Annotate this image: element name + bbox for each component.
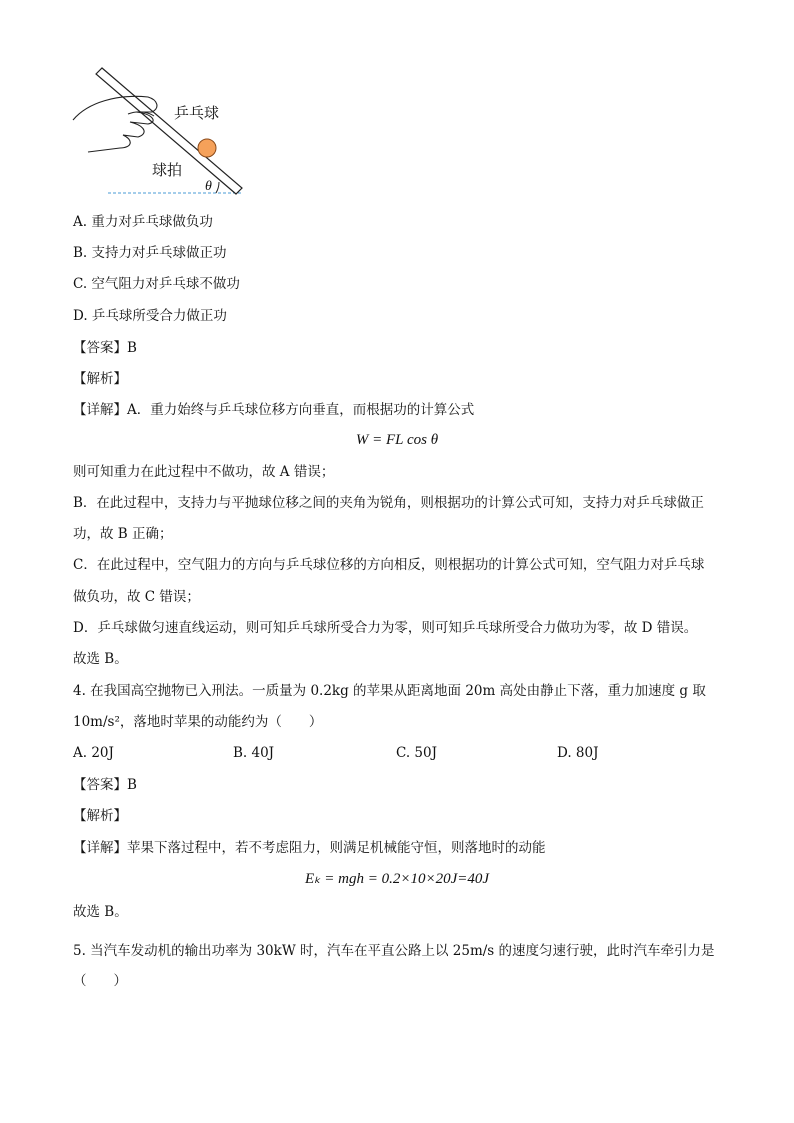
paddle-figure <box>68 62 258 202</box>
q3-option-b: B. 支持力对乒乓球做正功 <box>73 245 227 261</box>
q3-option-a: A. 重力对乒乓球做负功 <box>73 214 213 230</box>
q3-line-c2: 做负功，故 C 错误； <box>73 589 200 605</box>
q4-conclusion: 故选 B。 <box>73 904 128 920</box>
q4-option-a: A. 20J <box>73 745 114 761</box>
q5-stem-line1: 5. 当汽车发动机的输出功率为 30kW 时，汽车在平直公路上以 25m/s 的速度匀速行驶，此时汽车牵引力是 <box>73 943 715 959</box>
q3-formula: W = FL cos θ <box>355 432 439 448</box>
q4-stem-line2: 10m/s²，落地时苹果的动能约为（ ） <box>73 714 323 730</box>
q3-line-a2: 则可知重力在此过程中不做功，故 A 错误； <box>73 464 335 480</box>
angle-label: θ <box>205 179 212 194</box>
q4-answer: 【答案】B <box>73 777 137 793</box>
q4-option-d: D. 80J <box>557 745 599 761</box>
ball-label: 乒乓球 <box>174 104 220 122</box>
ball-shape <box>198 139 216 157</box>
q3-analysis-heading: 【解析】 <box>73 371 127 387</box>
q4-analysis-heading: 【解析】 <box>73 808 127 824</box>
q3-option-c: C. 空气阻力对乒乓球不做功 <box>73 276 240 292</box>
paddle-label: 球拍 <box>152 161 183 179</box>
q4-detail: 【详解】苹果下落过程中，若不考虑阻力，则满足机械能守恒，则落地时的动能 <box>73 840 546 856</box>
q3-line-c1: C．在此过程中，空气阻力的方向与乒乓球位移的方向相反，则根据功的计算公式可知，空气阻力对乒乓球 <box>73 557 705 573</box>
q3-answer: 【答案】B <box>73 340 137 356</box>
q3-conclusion: 故选 B。 <box>73 651 128 667</box>
q4-option-c: C. 50J <box>396 745 438 761</box>
q4-stem-line1: 4. 在我国高空抛物已入刑法。一质量为 0.2kg 的苹果从距离地面 20m 高处由静止下落，重力加速度 g 取 <box>73 683 706 699</box>
paddle-diagram <box>68 62 258 202</box>
q3-line-b2: 功，故 B 正确； <box>73 526 173 542</box>
q3-option-d: D. 乒乓球所受合力做正功 <box>73 308 227 324</box>
q3-line-b1: B．在此过程中，支持力与平抛球位移之间的夹角为锐角，则根据功的计算公式可知，支持力对乒乓球做正 <box>73 495 704 511</box>
q4-option-b: B. 40J <box>233 745 275 761</box>
angle-arc <box>216 182 219 193</box>
q3-line-d: D．乒乓球做匀速直线运动，则可知乒乓球所受合力为零，则可知乒乓球所受合力做功为零，故 D 错误。 <box>73 620 698 636</box>
q5-stem-line2: （ ） <box>73 973 127 989</box>
q4-formula: Eₖ = mgh = 0.2×10×20J=40J <box>304 871 490 887</box>
q3-detail-a: 【详解】A．重力始终与乒乓球位移方向垂直，而根据功的计算公式 <box>73 402 475 418</box>
